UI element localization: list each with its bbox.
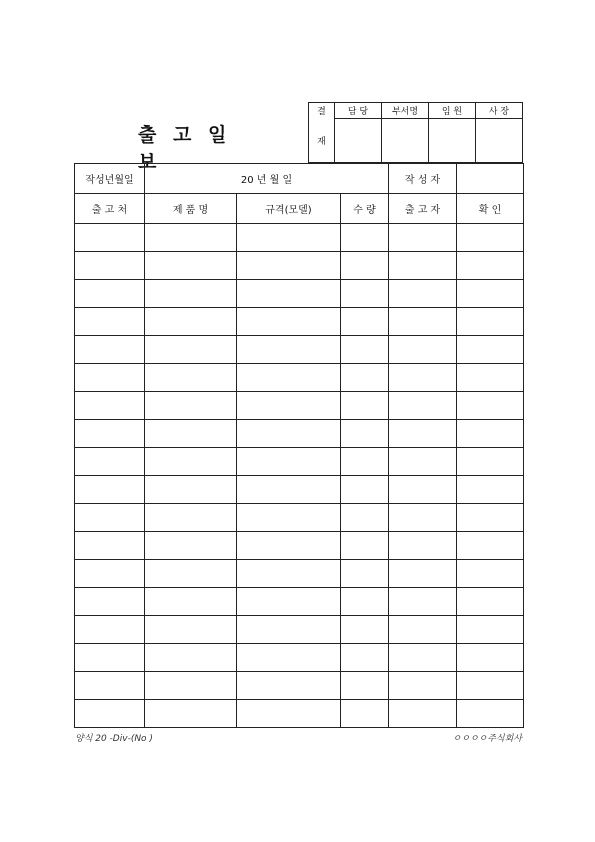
table-row: [75, 392, 524, 420]
cell-shipper[interactable]: [389, 504, 457, 532]
cell-spec[interactable]: [237, 420, 341, 448]
cell-spec[interactable]: [237, 560, 341, 588]
cell-product[interactable]: [145, 448, 237, 476]
cell-product[interactable]: [145, 644, 237, 672]
cell-quantity[interactable]: [341, 280, 389, 308]
cell-spec[interactable]: [237, 448, 341, 476]
cell-destination[interactable]: [75, 504, 145, 532]
cell-product[interactable]: [145, 504, 237, 532]
cell-destination[interactable]: [75, 280, 145, 308]
cell-shipper[interactable]: [389, 336, 457, 364]
cell-destination[interactable]: [75, 616, 145, 644]
cell-destination[interactable]: [75, 448, 145, 476]
approval-header-dept: 부서명: [382, 103, 429, 119]
table-row: [75, 504, 524, 532]
document-title: 출 고 일 보: [138, 124, 232, 173]
cell-destination[interactable]: [75, 700, 145, 728]
author-field[interactable]: [457, 164, 524, 194]
cell-shipper[interactable]: [389, 252, 457, 280]
cell-product[interactable]: [145, 364, 237, 392]
cell-destination[interactable]: [75, 364, 145, 392]
approval-label-top: 결: [309, 103, 335, 119]
cell-product[interactable]: [145, 336, 237, 364]
approval-label-bottom: 재: [309, 119, 335, 163]
cell-confirm[interactable]: [457, 476, 524, 504]
cell-product[interactable]: [145, 616, 237, 644]
approval-box: [308, 102, 523, 163]
cell-shipper[interactable]: [389, 364, 457, 392]
col-header-spec: 규격(모델): [237, 194, 341, 224]
cell-product[interactable]: [145, 308, 237, 336]
cell-confirm[interactable]: [457, 280, 524, 308]
cell-product[interactable]: [145, 224, 237, 252]
cell-quantity[interactable]: [341, 616, 389, 644]
cell-quantity[interactable]: [341, 476, 389, 504]
cell-spec[interactable]: [237, 308, 341, 336]
approval-header-president: 사 장: [476, 103, 523, 119]
date-field[interactable]: 20 년 월 일: [145, 164, 389, 194]
cell-confirm[interactable]: [457, 448, 524, 476]
table-row: [75, 252, 524, 280]
cell-quantity[interactable]: [341, 700, 389, 728]
cell-product[interactable]: [145, 252, 237, 280]
cell-spec[interactable]: [237, 672, 341, 700]
cell-spec[interactable]: [237, 252, 341, 280]
cell-confirm[interactable]: [457, 616, 524, 644]
cell-destination[interactable]: [75, 672, 145, 700]
approval-header-manager: 담 당: [335, 103, 382, 119]
column-header-row: [75, 194, 524, 224]
cell-confirm[interactable]: [457, 644, 524, 672]
cell-confirm[interactable]: [457, 672, 524, 700]
table-row: [75, 532, 524, 560]
cell-confirm[interactable]: [457, 588, 524, 616]
cell-quantity[interactable]: [341, 560, 389, 588]
cell-quantity[interactable]: [341, 672, 389, 700]
cell-quantity[interactable]: [341, 224, 389, 252]
info-row: [75, 164, 524, 194]
cell-spec[interactable]: [237, 588, 341, 616]
cell-destination[interactable]: [75, 308, 145, 336]
cell-shipper[interactable]: [389, 224, 457, 252]
cell-confirm[interactable]: [457, 420, 524, 448]
col-header-destination: 출 고 처: [75, 194, 145, 224]
cell-shipper[interactable]: [389, 672, 457, 700]
table-row: [75, 420, 524, 448]
table-row: [75, 644, 524, 672]
cell-confirm[interactable]: [457, 364, 524, 392]
cell-shipper[interactable]: [389, 308, 457, 336]
cell-product[interactable]: [145, 280, 237, 308]
cell-destination[interactable]: [75, 336, 145, 364]
table-row: [75, 280, 524, 308]
cell-spec[interactable]: [237, 364, 341, 392]
cell-shipper[interactable]: [389, 420, 457, 448]
col-header-shipper: 출 고 자: [389, 194, 457, 224]
cell-quantity[interactable]: [341, 644, 389, 672]
cell-shipper[interactable]: [389, 560, 457, 588]
cell-shipper[interactable]: [389, 392, 457, 420]
cell-product[interactable]: [145, 476, 237, 504]
cell-spec[interactable]: [237, 532, 341, 560]
col-header-quantity: 수 량: [341, 194, 389, 224]
cell-destination[interactable]: [75, 476, 145, 504]
cell-quantity[interactable]: [341, 448, 389, 476]
cell-destination[interactable]: [75, 392, 145, 420]
cell-spec[interactable]: [237, 700, 341, 728]
cell-spec[interactable]: [237, 644, 341, 672]
date-label: 작성년월일: [75, 164, 145, 194]
cell-quantity[interactable]: [341, 308, 389, 336]
cell-destination[interactable]: [75, 644, 145, 672]
table-row: [75, 588, 524, 616]
cell-quantity[interactable]: [341, 392, 389, 420]
form-number: 양식 20 -Div-(No ): [75, 734, 153, 744]
cell-confirm[interactable]: [457, 532, 524, 560]
cell-quantity[interactable]: [341, 364, 389, 392]
table-row: [75, 672, 524, 700]
cell-shipper[interactable]: [389, 448, 457, 476]
cell-quantity[interactable]: [341, 532, 389, 560]
cell-product[interactable]: [145, 672, 237, 700]
cell-spec[interactable]: [237, 476, 341, 504]
table-row: [75, 560, 524, 588]
table-row: [75, 700, 524, 728]
table-row: [75, 308, 524, 336]
table-body: [75, 224, 524, 728]
cell-spec[interactable]: [237, 224, 341, 252]
approval-header-executive: 임 원: [429, 103, 476, 119]
cell-shipper[interactable]: [389, 616, 457, 644]
col-header-product: 제 품 명: [145, 194, 237, 224]
table-row: [75, 476, 524, 504]
cell-quantity[interactable]: [341, 252, 389, 280]
cell-confirm[interactable]: [457, 504, 524, 532]
cell-confirm[interactable]: [457, 560, 524, 588]
author-label: 작 성 자: [389, 164, 457, 194]
cell-confirm[interactable]: [457, 252, 524, 280]
cell-shipper[interactable]: [389, 476, 457, 504]
cell-destination[interactable]: [75, 224, 145, 252]
cell-product[interactable]: [145, 560, 237, 588]
cell-shipper[interactable]: [389, 588, 457, 616]
cell-shipper[interactable]: [389, 280, 457, 308]
cell-product[interactable]: [145, 532, 237, 560]
approval-sign-executive[interactable]: [429, 119, 476, 163]
cell-spec[interactable]: [237, 504, 341, 532]
cell-destination[interactable]: [75, 560, 145, 588]
cell-confirm[interactable]: [457, 700, 524, 728]
cell-product[interactable]: [145, 588, 237, 616]
cell-spec[interactable]: [237, 280, 341, 308]
cell-confirm[interactable]: [457, 308, 524, 336]
approval-sign-manager[interactable]: [335, 119, 382, 163]
table-row: [75, 364, 524, 392]
cell-spec[interactable]: [237, 616, 341, 644]
company-name: ㅇㅇㅇㅇ주식회사: [452, 734, 522, 744]
cell-spec[interactable]: [237, 336, 341, 364]
table-row: [75, 616, 524, 644]
cell-product[interactable]: [145, 420, 237, 448]
cell-confirm[interactable]: [457, 336, 524, 364]
cell-shipper[interactable]: [389, 644, 457, 672]
cell-destination[interactable]: [75, 252, 145, 280]
col-header-confirm: 확 인: [457, 194, 524, 224]
cell-destination[interactable]: [75, 420, 145, 448]
cell-quantity[interactable]: [341, 420, 389, 448]
cell-confirm[interactable]: [457, 392, 524, 420]
table-row: [75, 336, 524, 364]
cell-destination[interactable]: [75, 532, 145, 560]
approval-sign-president[interactable]: [476, 119, 523, 163]
table-row: [75, 448, 524, 476]
cell-spec[interactable]: [237, 392, 341, 420]
cell-shipper[interactable]: [389, 700, 457, 728]
table-row: [75, 224, 524, 252]
cell-quantity[interactable]: [341, 504, 389, 532]
cell-product[interactable]: [145, 700, 237, 728]
cell-confirm[interactable]: [457, 224, 524, 252]
cell-quantity[interactable]: [341, 336, 389, 364]
cell-product[interactable]: [145, 392, 237, 420]
cell-destination[interactable]: [75, 588, 145, 616]
approval-sign-dept[interactable]: [382, 119, 429, 163]
cell-shipper[interactable]: [389, 532, 457, 560]
shipment-table: [74, 163, 524, 728]
cell-quantity[interactable]: [341, 588, 389, 616]
